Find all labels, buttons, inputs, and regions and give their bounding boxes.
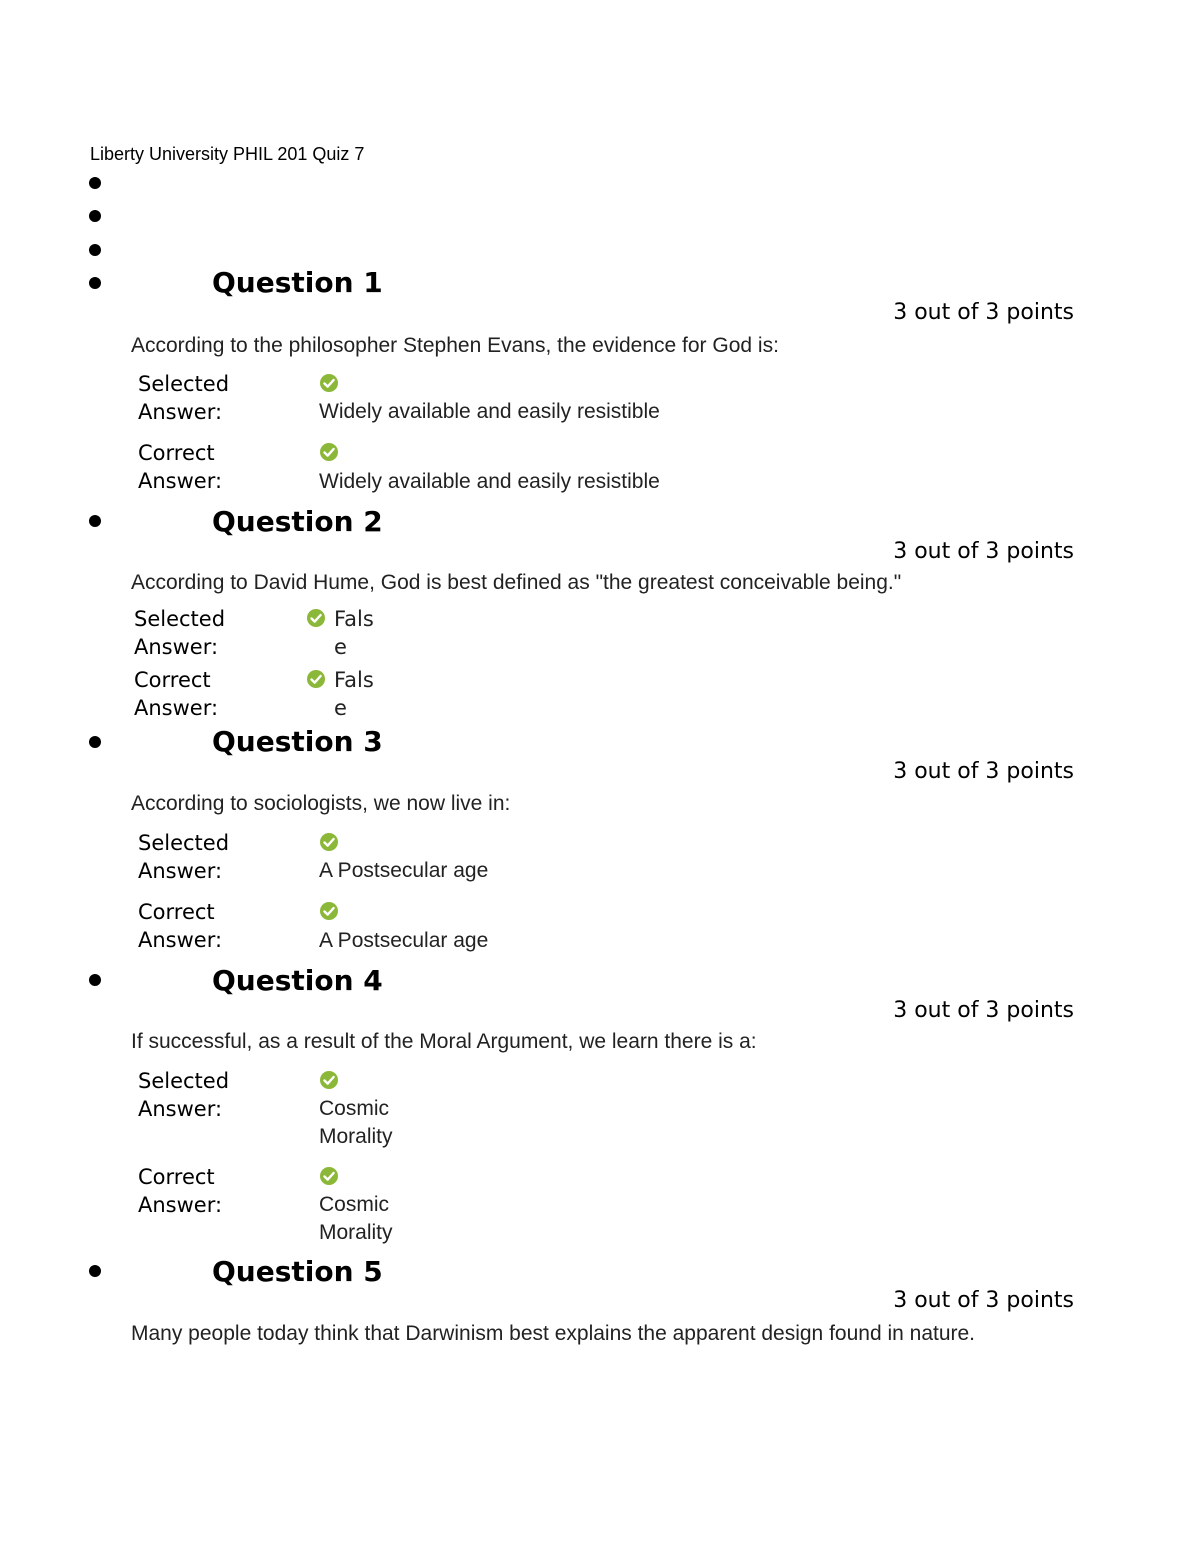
check-circle-icon xyxy=(306,669,326,689)
question-points: 3 out of 3 points xyxy=(893,539,1074,564)
document-title: Liberty University PHIL 201 Quiz 7 xyxy=(90,144,365,164)
question-title: Question 3 xyxy=(212,725,383,758)
question-text: According to David Hume, God is best defined as "the greatest conceivable being." xyxy=(131,571,902,594)
correct-answer-label: Correct Answer: xyxy=(138,441,223,493)
check-circle-icon xyxy=(319,901,339,921)
correct-answer-label: Correct Answer: xyxy=(134,668,219,720)
selected-answer-label: Selected Answer: xyxy=(138,831,230,883)
selected-answer-value: Cosmic Morality xyxy=(319,1097,393,1148)
correct-answer-value: Cosmic Morality xyxy=(319,1193,393,1244)
question-title: Question 5 xyxy=(212,1255,383,1288)
bullet xyxy=(89,210,101,222)
correct-answer-value: A Postsecular age xyxy=(319,929,489,952)
question-title: Question 1 xyxy=(212,266,383,299)
check-circle-icon xyxy=(319,373,339,393)
question-title: Question 4 xyxy=(212,964,383,997)
question-text: If successful, as a result of the Moral Argument, we learn there is a: xyxy=(131,1030,757,1053)
selected-answer-label: Selected Answer: xyxy=(134,607,226,659)
bullet xyxy=(89,244,101,256)
check-circle-icon xyxy=(319,442,339,462)
question-points: 3 out of 3 points xyxy=(893,998,1074,1023)
bullet xyxy=(89,1265,101,1277)
question-text: According to sociologists, we now live in: xyxy=(131,792,511,815)
check-circle-icon xyxy=(319,832,339,852)
correct-answer-value: Widely available and easily resistible xyxy=(319,470,660,493)
selected-answer-value: A Postsecular age xyxy=(319,859,489,882)
question-points: 3 out of 3 points xyxy=(893,300,1074,325)
bullet xyxy=(89,177,101,189)
bullet xyxy=(89,277,101,289)
question-text: Many people today think that Darwinism best explains the apparent design found in nature. xyxy=(131,1322,976,1345)
selected-answer-value: Widely available and easily resistible xyxy=(319,400,660,423)
bullet xyxy=(89,515,101,527)
bullet xyxy=(89,974,101,986)
correct-answer-label: Correct Answer: xyxy=(138,900,223,952)
question-points: 3 out of 3 points xyxy=(893,1288,1074,1313)
selected-answer-label: Selected Answer: xyxy=(138,1069,230,1121)
selected-answer-value: False xyxy=(334,607,374,659)
question-text: According to the philosopher Stephen Evans, the evidence for God is: xyxy=(131,334,779,357)
check-circle-icon xyxy=(319,1070,339,1090)
selected-answer-label: Selected Answer: xyxy=(138,372,230,424)
question-points: 3 out of 3 points xyxy=(893,759,1074,784)
correct-answer-value: False xyxy=(334,668,374,720)
correct-answer-label: Correct Answer: xyxy=(138,1165,223,1217)
bullet xyxy=(89,736,101,748)
check-circle-icon xyxy=(306,608,326,628)
question-title: Question 2 xyxy=(212,505,383,538)
check-circle-icon xyxy=(319,1166,339,1186)
